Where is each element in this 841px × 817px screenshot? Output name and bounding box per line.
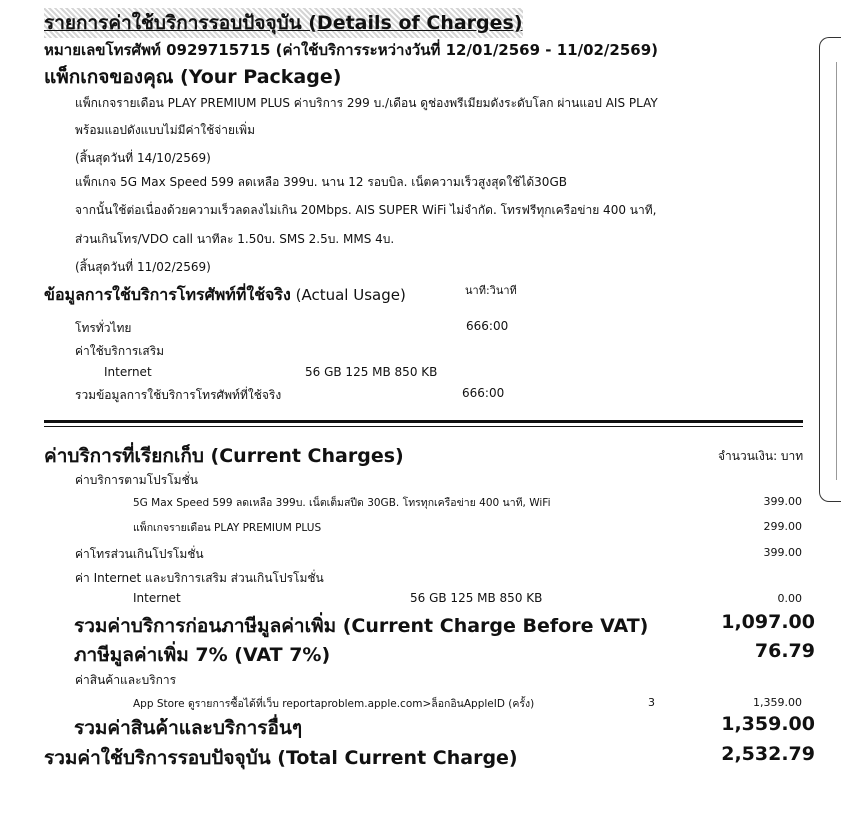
charges-internet-label: Internet xyxy=(133,591,181,605)
charges-heading: ค่าบริการที่เรียกเก็บ (Current Charges) xyxy=(44,445,404,467)
package-line: พร้อมแอปดังแบบไม่มีค่าใช้จ่ายเพิ่ม xyxy=(75,123,255,137)
appstore-label: App Store ดูรายการซื้อได้ที่เว็บ reportaproblem.apple.com>ล็อกอินAppleID (ครั้ง) xyxy=(133,698,535,710)
appstore-amount: 1,359.00 xyxy=(753,696,802,709)
goods-label: ค่าสินค้าและบริการ xyxy=(75,673,177,687)
usage-internet-label: Internet xyxy=(104,365,152,379)
usage-heading-en: (Actual Usage) xyxy=(290,286,406,304)
section-divider-thick xyxy=(44,420,803,423)
promo-item-label: 5G Max Speed 599 ลดเหลือ 399บ. เน็ตเต็มสปีด 30GB. โทรทุกเครือข่าย 400 นาที, WiFi xyxy=(133,497,551,509)
promo-label: ค่าบริการตามโปรโมชั่น xyxy=(75,473,198,487)
before-vat-label: รวมค่าบริการก่อนภาษีมูลค่าเพิ่ม (Current Charge Before VAT) xyxy=(74,615,649,637)
section-divider-thin xyxy=(44,426,803,427)
overcall-amount: 399.00 xyxy=(763,546,802,559)
total-charge-amount: 2,532.79 xyxy=(721,743,815,765)
vat-amount: 76.79 xyxy=(754,640,815,662)
vat-label: ภาษีมูลค่าเพิ่ม 7% (VAT 7%) xyxy=(74,644,331,666)
usage-total-label: รวมข้อมูลการใช้บริการโทรศัพท์ที่ใช้จริง xyxy=(75,388,282,402)
charges-internet-usage: 56 GB 125 MB 850 KB xyxy=(410,591,543,605)
promo-item-amount: 299.00 xyxy=(763,520,802,533)
package-heading: แพ็กเกจของคุณ (Your Package) xyxy=(44,66,342,88)
currency-label: จำนวนเงิน: บาท xyxy=(718,449,804,463)
side-bracket-inner xyxy=(836,62,841,480)
package-line: ส่วนเกินโทร/VDO call นาทีละ 1.50บ. SMS 2.5บ. MMS 4บ. xyxy=(75,232,395,246)
promo-item-label: แพ็กเกจรายเดือน PLAY PREMIUM PLUS xyxy=(133,522,322,534)
package-line: แพ็กเกจ 5G Max Speed 599 ลดเหลือ 399บ. นาน 12 รอบบิล. เน็ตความเร็วสูงสุดใช้ได้30GB xyxy=(75,175,567,189)
usage-heading xyxy=(44,283,406,308)
goods-total-label: รวมค่าสินค้าและบริการอื่นๆ xyxy=(74,717,303,739)
overcall-label: ค่าโทรส่วนเกินโปรโมชั่น xyxy=(75,547,204,561)
usage-extra-label: ค่าใช้บริการเสริม xyxy=(75,344,165,358)
internet-extra-label: ค่า Internet และบริการเสริม ส่วนเกินโปรโมชั่น xyxy=(75,571,324,585)
package-line: (สิ้นสุดวันที่ 11/02/2569) xyxy=(75,260,211,274)
usage-heading-th: ข้อมูลการใช้บริการโทรศัพท์ที่ใช้จริง xyxy=(44,285,291,304)
total-charge-label: รวมค่าใช้บริการรอบปัจจุบัน (Total Current Charge) xyxy=(44,747,518,769)
usage-unit-header: นาที:วินาที xyxy=(465,284,517,297)
usage-total-value: 666:00 xyxy=(462,386,505,400)
usage-internet-value: 56 GB 125 MB 850 KB xyxy=(305,365,438,379)
package-line: จากนั้นใช้ต่อเนื่องด้วยความเร็วลดลงไม่เกิน 20Mbps. AIS SUPER WiFi ไม่จำกัด. โทรฟรีทุกเครือข่าย 400 นาที, xyxy=(75,203,657,217)
usage-call-label: โทรทั่วไทย xyxy=(75,321,132,335)
document-title: รายการค่าใช้บริการรอบปัจจุบัน (Details of Charges) xyxy=(44,8,523,38)
goods-total-amount: 1,359.00 xyxy=(721,713,815,735)
charges-internet-amount: 0.00 xyxy=(777,592,802,605)
promo-item-amount: 399.00 xyxy=(763,495,802,508)
appstore-count: 3 xyxy=(648,696,655,709)
package-line: แพ็กเกจรายเดือน PLAY PREMIUM PLUS ค่าบริการ 299 บ./เดือน ดูช่องพรีเมียมดังระดับโลก ผ่านแอป AIS PLAY xyxy=(75,96,658,110)
package-line: (สิ้นสุดวันที่ 14/10/2569) xyxy=(75,151,211,165)
phone-period-line: หมายเลขโทรศัพท์ 0929715715 (ค่าใช้บริการระหว่างวันที่ 12/01/2569 - 11/02/2569) xyxy=(44,41,659,59)
before-vat-amount: 1,097.00 xyxy=(721,611,815,633)
usage-call-value: 666:00 xyxy=(466,319,509,333)
